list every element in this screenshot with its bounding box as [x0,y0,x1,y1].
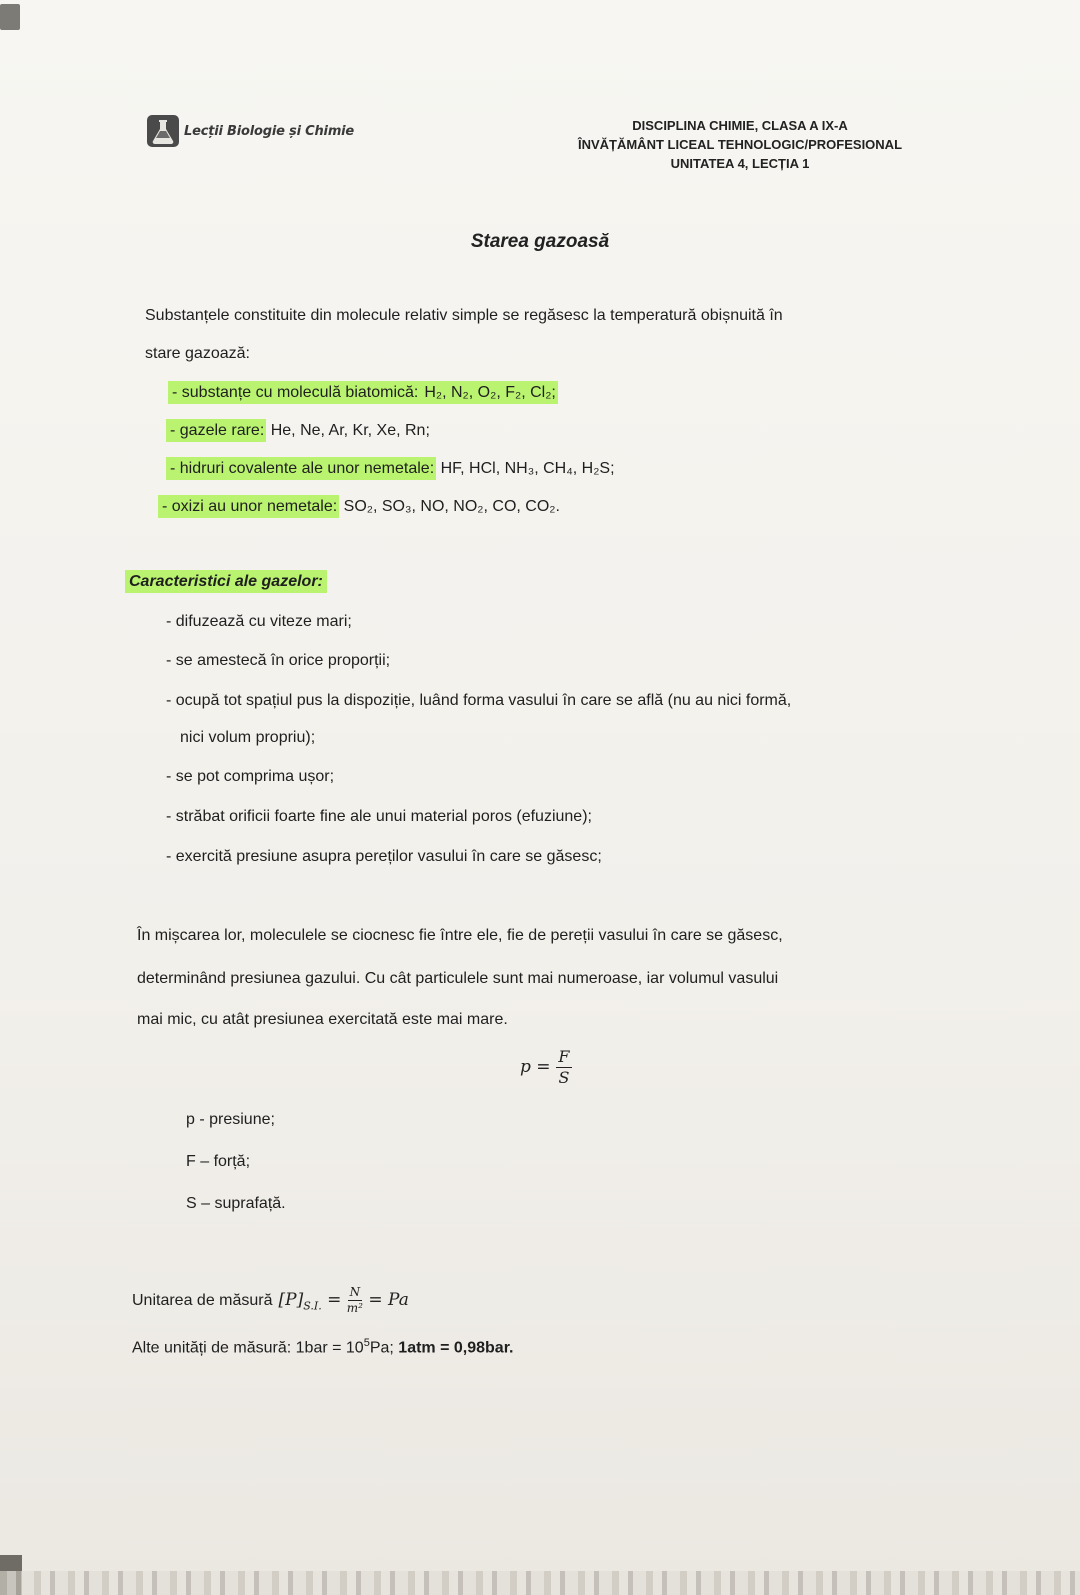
characteristics-heading-text: Caracteristici ale gazelor: [125,570,327,593]
legend-item: p - presiune; [186,1111,275,1128]
unit-line [132,1286,409,1315]
pressure-paragraph-line: determinând presiunea gazului. Cu cât particulele sunt mai numeroase, iar volumul vasului [137,970,779,987]
bar-unit: Pa; [369,1339,394,1357]
unit-subscript: S.I. [303,1299,322,1313]
atm-definition: 1atm = 0,98bar. [393,1339,514,1357]
characteristic-item: - se amestecă în orice proporții; [166,652,391,669]
gas-list-value: He, Ne, Ar, Kr, Xe, Rn; [270,422,430,439]
unit-numerator: N [349,1285,361,1299]
gas-list-value: HF, HCl, NH₃, CH₄, H₂S; [440,460,615,477]
gas-list-item [166,460,615,478]
scan-bottom-edge [0,1571,1080,1595]
gas-list-label: - gazele rare: [166,419,266,442]
gas-list-item [168,384,558,402]
gas-list-label: - hidruri covalente ale unor nemetale: [166,457,436,480]
logo [146,114,354,148]
intro-line-2: stare gazoază: [145,345,250,362]
gas-list-item [166,422,430,440]
gas-list-label: - substanțe cu moleculă biatomică: [168,381,420,404]
header-info [540,116,940,173]
gas-list-value: SO₂, SO₃, NO, NO₂, CO, CO₂. [343,498,560,515]
header-unit-lesson: UNITATEA 4, LECȚIA 1 [670,156,810,171]
legend-item: S – suprafață. [186,1195,286,1212]
formula-fraction [556,1048,572,1087]
unit-denominator: m² [346,1301,363,1315]
header-education-level: ÎNVĂȚĂMÂNT LICEAL TEHNOLOGIC/PROFESIONAL [577,137,903,152]
characteristic-item: - exercită presiune asupra pereților vasului în care se găsesc; [166,848,602,865]
formula-equals: = [536,1057,551,1077]
pressure-paragraph-line: În mișcarea lor, moleculele se ciocnesc fie între ele, fie de pereții vasului în care se găsesc, [137,927,783,944]
gas-list-item [158,498,560,516]
intro-line-1: Substanțele constituite din molecule relativ simple se regăsesc la temperatură obișnuită în [145,307,783,324]
characteristic-item: - străbat orificii foarte fine ale unui material poros (efuziune); [166,808,592,825]
unit-equals: = [327,1290,342,1310]
scan-corner-mark [0,4,20,30]
unit-formula [279,1286,409,1315]
formula-numerator: F [558,1047,570,1066]
pressure-paragraph-line: mai mic, cu atât presiunea exercitată este mai mare. [137,1011,508,1028]
formula-lhs: p [520,1057,531,1077]
characteristics-heading [125,573,327,591]
unit-result: = Pa [368,1290,409,1310]
gas-list-value: H₂, N₂, O₂, F₂, Cl₂; [420,381,558,404]
pressure-formula [520,1048,572,1087]
other-units-line [132,1337,513,1357]
logo-text: Lecții Biologie și Chimie [184,123,355,139]
gas-list-label: - oxizi au unor nemetale: [158,495,339,518]
unit-fraction [347,1286,363,1315]
page-title: Starea gazoasă [470,231,610,252]
other-units-label: Alte unități de măsură: [132,1339,296,1357]
flask-icon [146,114,180,148]
characteristic-item-continued: nici volum propriu); [180,729,316,746]
unit-label: Unitarea de măsură [132,1291,273,1309]
characteristic-item: - difuzează cu viteze mari; [166,613,352,630]
header-discipline: DISCIPLINA CHIMIE, CLASA A IX-A [632,118,848,133]
formula-denominator: S [558,1068,570,1087]
unit-symbol: [P] [278,1290,304,1310]
characteristic-item: - se pot comprima ușor; [166,768,335,785]
bar-definition: 1bar = 10 [295,1339,364,1357]
bar-exponent: 5 [363,1337,370,1349]
legend-item: F – forță; [186,1153,251,1170]
characteristic-item: - ocupă tot spațiul pus la dispoziție, luând forma vasului în care se află (nu au nici formă, [166,692,792,709]
